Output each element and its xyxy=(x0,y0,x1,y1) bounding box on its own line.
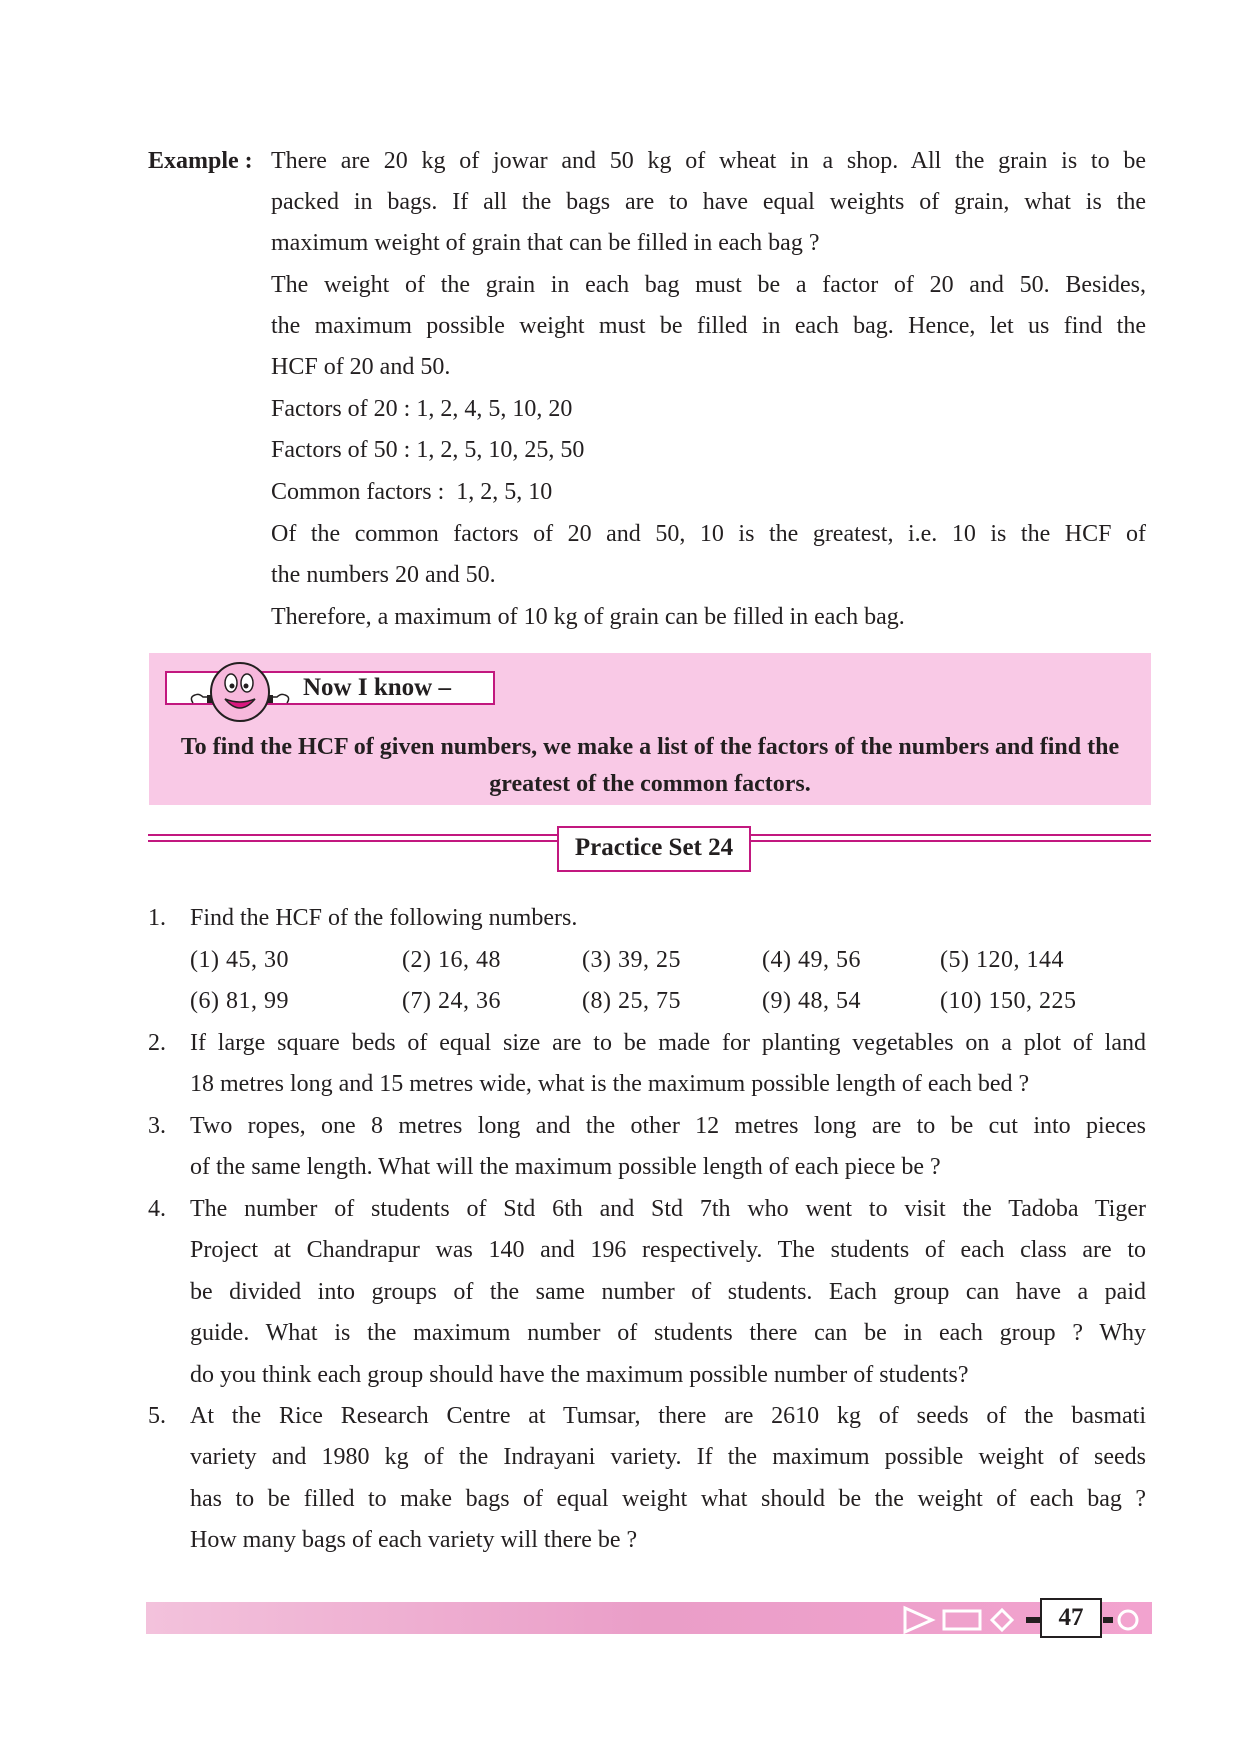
greatest-line-1: Of the common factors of 20 and 50, 10 is the greatest, i.e. 10 is the HCF of xyxy=(271,521,1146,547)
q4-line-3: be divided into groups of the same number of students. Each group can have a paid xyxy=(190,1279,1146,1305)
example-question-line-1: There are 20 kg of jowar and 50 kg of wheat in a shop. All the grain is to be xyxy=(271,148,1146,174)
q1-number: 1. xyxy=(148,905,166,931)
q2-line-1: If large square beds of equal size are to be made for planting vegetables on a plot of land xyxy=(190,1030,1146,1056)
now-i-know-box xyxy=(149,653,1151,805)
now-i-know-label: Now I know – xyxy=(303,674,451,701)
q2-line-2: 18 metres long and 15 metres wide, what is the maximum possible length of each bed ? xyxy=(190,1071,1030,1097)
q4-line-4: guide. What is the maximum number of students there can be in each group ? Why xyxy=(190,1320,1146,1346)
example-question-line-2: packed in bags. If all the bags are to have equal weights of grain, what is the xyxy=(271,189,1146,215)
q5-line-4: How many bags of each variety will there be ? xyxy=(190,1527,638,1553)
example-question-line-3: maximum weight of grain that can be filled in each bag ? xyxy=(271,230,820,256)
now-i-know-text: To find the HCF of given numbers, we make a list of the factors of the numbers and find the greatest of the common factors. xyxy=(180,734,1120,797)
q4-line-2: Project at Chandrapur was 140 and 196 respectively. The students of each class are to xyxy=(190,1237,1146,1263)
example-reason-line-1: The weight of the grain in each bag must be a factor of 20 and 50. Besides, xyxy=(271,272,1146,298)
q5-line-2: variety and 1980 kg of the Indrayani variety. If the maximum possible weight of seeds xyxy=(190,1444,1146,1470)
q5-line-1: At the Rice Research Centre at Tumsar, there are 2610 kg of seeds of the basmati xyxy=(190,1403,1146,1429)
q5-line-3: has to be filled to make bags of equal weight what should be the weight of each bag ? xyxy=(190,1486,1146,1512)
q4-line-1: The number of students of Std 6th and Std 7th who went to visit the Tadoba Tiger xyxy=(190,1196,1146,1222)
q5-number: 5. xyxy=(148,1403,166,1429)
q3-number: 3. xyxy=(148,1113,166,1139)
footer-shapes-icon xyxy=(900,1598,1150,1642)
q1-item: (10) 150, 225 xyxy=(940,988,1077,1014)
factors-of-20: Factors of 20 : 1, 2, 4, 5, 10, 20 xyxy=(271,396,573,422)
page-number: 47 xyxy=(1040,1598,1102,1638)
common-factors: Common factors : 1, 2, 5, 10 xyxy=(271,479,553,505)
q1-item: (3) 39, 25 xyxy=(582,947,681,973)
factors-of-50: Factors of 50 : 1, 2, 5, 10, 25, 50 xyxy=(271,437,585,463)
q1-item: (8) 25, 75 xyxy=(582,988,681,1014)
q1-item: (6) 81, 99 xyxy=(190,988,289,1014)
practice-set-title: Practice Set 24 xyxy=(574,834,734,861)
q2-number: 2. xyxy=(148,1030,166,1056)
practice-rule-left xyxy=(148,834,557,842)
example-reason-line-3: HCF of 20 and 50. xyxy=(271,354,451,380)
q4-number: 4. xyxy=(148,1196,166,1222)
q1-item: (5) 120, 144 xyxy=(940,947,1064,973)
q1-item: (2) 16, 48 xyxy=(402,947,501,973)
practice-set-title-box xyxy=(557,826,751,872)
q1-item: (7) 24, 36 xyxy=(402,988,501,1014)
example-reason-line-2: the maximum possible weight must be filled in each bag. Hence, let us find the xyxy=(271,313,1146,339)
q4-line-5: do you think each group should have the maximum possible number of students? xyxy=(190,1362,969,1388)
example-label: Example : xyxy=(148,148,253,174)
q1-item: (9) 48, 54 xyxy=(762,988,861,1014)
q1-item: (4) 49, 56 xyxy=(762,947,861,973)
smiley-face-icon xyxy=(187,659,293,725)
q1-text: Find the HCF of the following numbers. xyxy=(190,905,578,931)
q1-item: (1) 45, 30 xyxy=(190,947,289,973)
practice-rule-right xyxy=(751,834,1151,842)
greatest-line-2: the numbers 20 and 50. xyxy=(271,562,496,588)
example-conclusion: Therefore, a maximum of 10 kg of grain can be filled in each bag. xyxy=(271,604,905,630)
q3-line-1: Two ropes, one 8 metres long and the other 12 metres long are to be cut into pieces xyxy=(190,1113,1146,1139)
q3-line-2: of the same length. What will the maximum possible length of each piece be ? xyxy=(190,1154,941,1180)
